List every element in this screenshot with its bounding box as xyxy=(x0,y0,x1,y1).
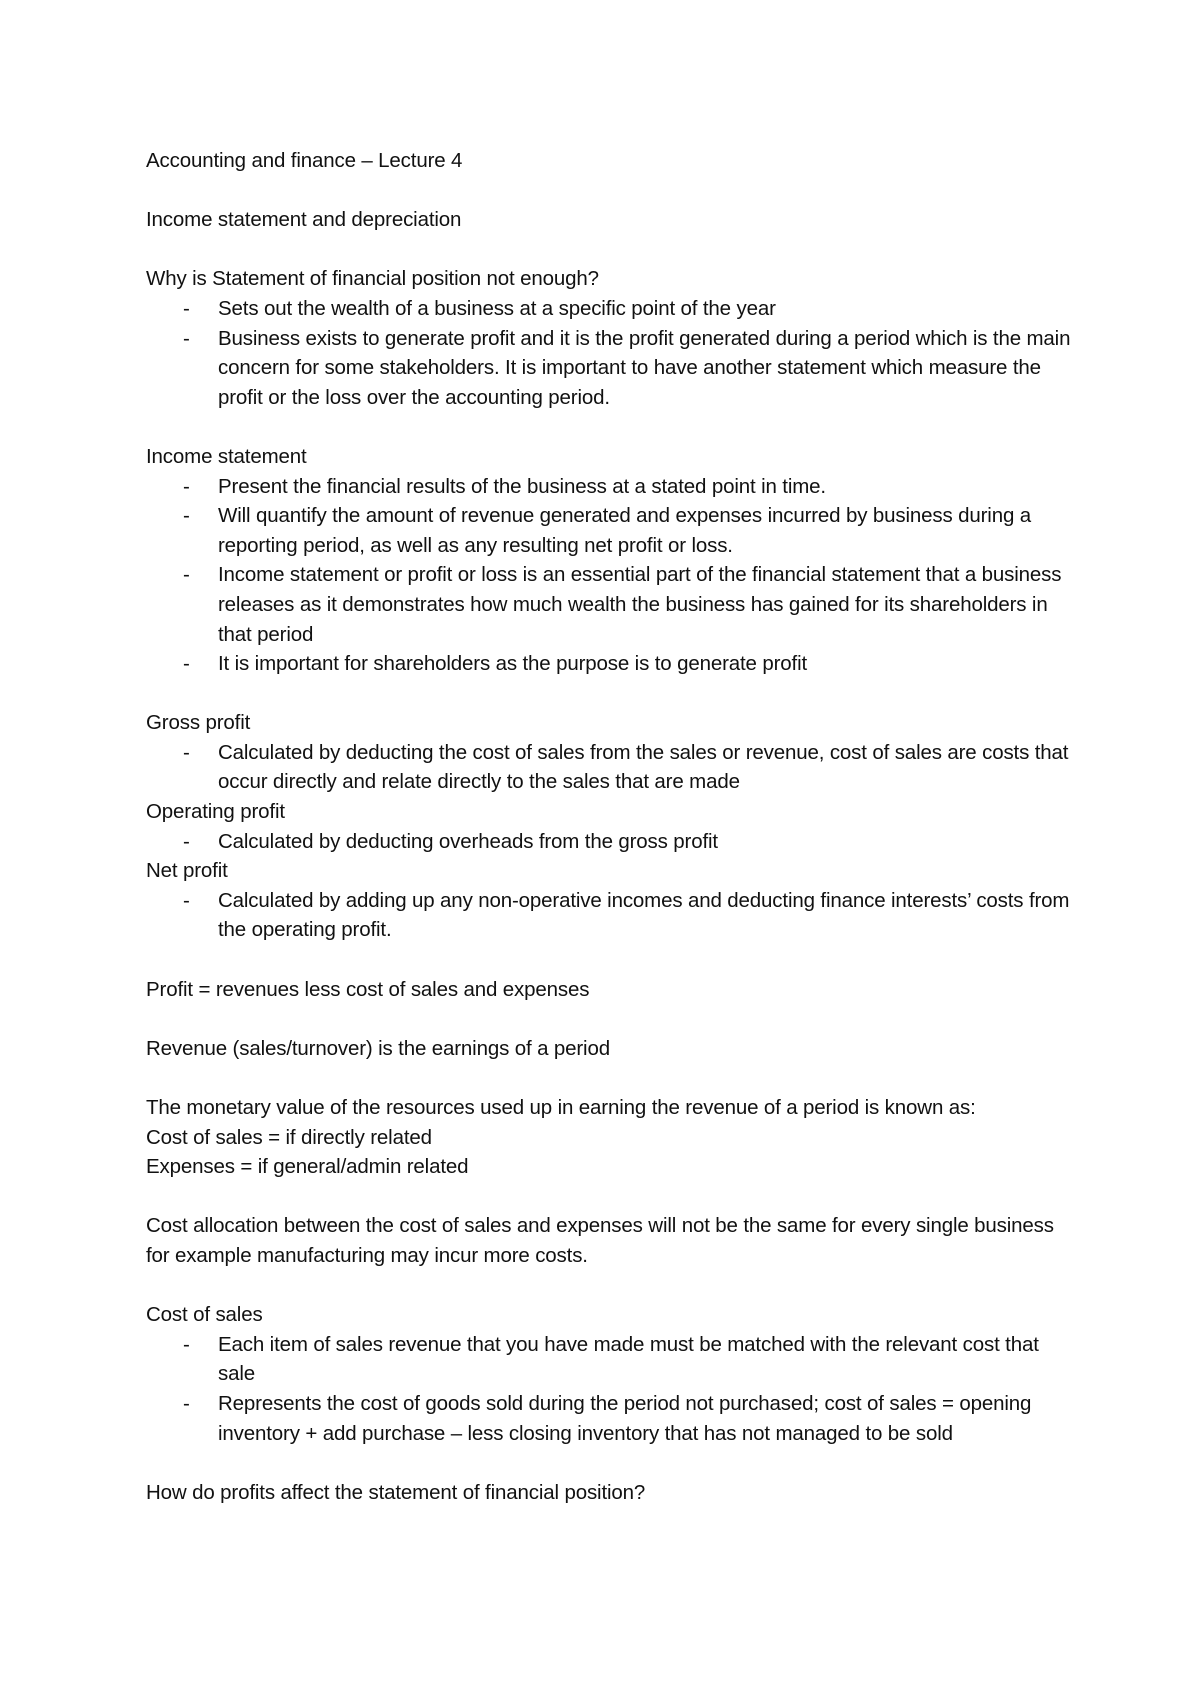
spacer xyxy=(146,235,1076,265)
section-heading-cost-of-sales: Cost of sales xyxy=(146,1303,263,1327)
spacer xyxy=(146,1271,1076,1301)
section-heading-operating-profit: Operating profit xyxy=(146,800,285,824)
profit-formula: Profit = revenues less cost of sales and expenses xyxy=(146,977,590,1001)
bullet-item: - Represents the cost of goods sold during the period not purchased; cost of sales = opening inventory + add purchase – less closing inventory that has not managed to be sold xyxy=(146,1389,1076,1448)
cost-of-sales-definition: Cost of sales = if directly related xyxy=(146,1125,432,1149)
bullet-list xyxy=(146,472,1076,679)
document-subtitle: Income statement and depreciation xyxy=(146,208,462,232)
revenue-definition: Revenue (sales/turnover) is the earnings of a period xyxy=(146,1036,610,1060)
cost-allocation-paragraph: Cost allocation between the cost of sales and expenses will not be the same for every single business for example manufacturing may incur more costs. xyxy=(146,1214,1054,1267)
spacer xyxy=(146,1448,1076,1478)
bullet-item: - Calculated by deducting overheads from the gross profit xyxy=(146,827,1076,857)
spacer xyxy=(146,412,1076,442)
bullet-item: - Will quantify the amount of revenue generated and expenses incurred by business during a reporting period, as well as any resulting net profit or loss. xyxy=(146,501,1076,560)
bullet-list xyxy=(146,1330,1076,1448)
bullet-list xyxy=(146,886,1076,945)
bullet-list xyxy=(146,827,1076,857)
bullet-item: - Calculated by deducting the cost of sales from the sales or revenue, cost of sales are costs that occur directly and relate directly to the sales that are made xyxy=(146,738,1076,797)
spacer xyxy=(146,176,1076,206)
section-heading-why-sofp: Why is Statement of financial position not enough? xyxy=(146,267,599,291)
closing-question: How do profits affect the statement of financial position? xyxy=(146,1480,646,1504)
spacer xyxy=(146,945,1076,975)
section-heading-income-statement: Income statement xyxy=(146,444,307,468)
section-heading-net-profit: Net profit xyxy=(146,859,228,883)
spacer xyxy=(146,1182,1076,1212)
expenses-definition: Expenses = if general/admin related xyxy=(146,1155,469,1179)
bullet-item: - Each item of sales revenue that you have made must be matched with the relevant cost that sale xyxy=(146,1330,1076,1389)
bullet-item: - Business exists to generate profit and it is the profit generated during a period which is the main concern for some stakeholders. It is important to have another statement which measure the profit or the loss over the accounting period. xyxy=(146,324,1076,413)
spacer xyxy=(146,1004,1076,1034)
bullet-item: - It is important for shareholders as the purpose is to generate profit xyxy=(146,649,1076,679)
bullet-item: - Sets out the wealth of a business at a specific point of the year xyxy=(146,294,1076,324)
bullet-item: - Present the financial results of the business at a stated point in time. xyxy=(146,472,1076,502)
bullet-list xyxy=(146,738,1076,797)
spacer xyxy=(146,679,1076,709)
section-heading-gross-profit: Gross profit xyxy=(146,711,251,735)
document-title: Accounting and finance – Lecture 4 xyxy=(146,149,463,172)
bullet-list xyxy=(146,294,1076,412)
bullet-item: - Calculated by adding up any non-operative incomes and deducting finance interests’ costs from the operating profit. xyxy=(146,886,1076,945)
document-page xyxy=(146,146,1076,1507)
spacer xyxy=(146,1063,1076,1093)
monetary-value-line: The monetary value of the resources used up in earning the revenue of a period is known as: xyxy=(146,1096,976,1119)
bullet-item: - Income statement or profit or loss is an essential part of the financial statement that a business releases as it demonstrates how much wealth the business has gained for its shareholders in that period xyxy=(146,560,1076,649)
